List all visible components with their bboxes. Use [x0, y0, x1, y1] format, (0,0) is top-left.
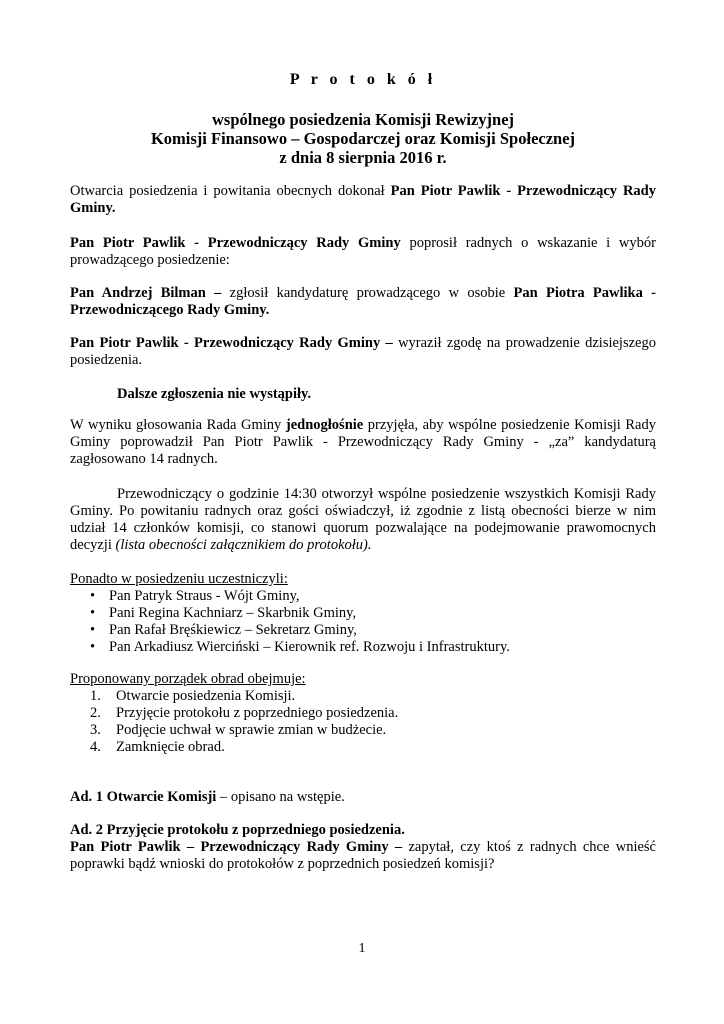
- list-item: [70, 722, 656, 739]
- list-item-text: Zamknięcie obrad.: [116, 739, 225, 755]
- list-item-number: 2.: [90, 705, 101, 721]
- document-heading: [70, 110, 656, 167]
- attendees-heading: Ponadto w posiedzeniu uczestniczyli:: [70, 571, 288, 587]
- paragraph-text: zgłosił kandydaturę prowadzącego w osobie: [221, 285, 514, 301]
- heading-line-1: wspólnego posiedzenia Komisji Rewizyjnej: [211, 110, 515, 129]
- agenda-list: [70, 688, 656, 756]
- paragraph-bold: jednogłośnie: [285, 417, 364, 433]
- bullet-icon: •: [90, 639, 96, 655]
- ad-2-heading: Ad. 2 Przyjęcie protokołu z poprzedniego posiedzenia.: [70, 822, 405, 838]
- paragraph-bold-2: Pan Piotra Pawlika - Przewodniczącego Rady Gminy.: [70, 285, 656, 318]
- paragraph-text: W wyniku głosowania Rada Gminy: [70, 417, 286, 433]
- paragraph-text: zapytał, czy ktoś z radnych chce wnieść poprawki bądź wnioski do protokołów z poprzednich posiedzeń komisji?: [70, 839, 656, 872]
- paragraph-bold: Pan Piotr Pawlik - Przewodniczący Rady Gminy: [70, 235, 401, 251]
- list-item: [70, 622, 656, 639]
- heading-line-2: Komisji Finansowo – Gospodarczej oraz Komisji Społecznej: [150, 129, 576, 148]
- list-item-number: 1.: [90, 688, 101, 704]
- list-item-text: Otwarcie posiedzenia Komisji.: [116, 688, 296, 704]
- paragraph-bold: Pan Piotr Pawlik - Przewodniczący Rady Gminy.: [70, 183, 656, 216]
- paragraph-ad-1: [70, 789, 656, 806]
- paragraph-bold: Pan Piotr Pawlik - Przewodniczący Rady Gminy –: [70, 335, 393, 351]
- paragraph-chair-request: [70, 235, 656, 269]
- list-item-text: Pan Rafał Bręśkiewicz – Sekretarz Gminy,: [109, 622, 357, 638]
- paragraph-session-opening: [70, 486, 656, 554]
- list-item-number: 3.: [90, 722, 101, 738]
- bullet-icon: •: [90, 588, 96, 604]
- paragraph-opening: [70, 183, 656, 217]
- paragraph-text-2: przyjęła, aby wspólne posiedzenie Komisji Rady Gminy poprowadził Pan Piotr Pawlik - Przewodniczący Rady Gminy - „za” kandydaturą zagłosowano 14 radnych.: [70, 417, 656, 467]
- bullet-icon: •: [90, 622, 96, 638]
- bullet-icon: •: [90, 605, 96, 621]
- paragraph-ad-2: [70, 839, 656, 873]
- paragraph-italic: (lista obecności załącznikiem do protokołu).: [115, 537, 372, 553]
- list-item-text: Podjęcie uchwał w sprawie zmian w budżecie.: [116, 722, 387, 738]
- paragraph-bold: Pan Piotr Pawlik – Przewodniczący Rady Gminy –: [70, 839, 403, 855]
- list-item-text: Pan Patryk Straus - Wójt Gminy,: [109, 588, 300, 604]
- paragraph-no-more-nominations: [70, 386, 656, 403]
- page-number: 1: [358, 941, 366, 956]
- paragraph-text: – opisano na wstępie.: [216, 789, 345, 805]
- paragraph-vote-result: [70, 417, 656, 468]
- list-item: [70, 605, 656, 622]
- heading-line-3: z dnia 8 sierpnia 2016 r.: [279, 148, 447, 167]
- list-item-text: Przyjęcie protokołu z poprzedniego posiedzenia.: [116, 705, 399, 721]
- paragraph-bold: Dalsze zgłoszenia nie wystąpiły.: [117, 386, 312, 402]
- paragraph-text: poprosił radnych o wskazanie i wybór prowadzącego posiedzenie:: [70, 235, 656, 268]
- list-item: [70, 688, 656, 705]
- list-item-text: Pan Arkadiusz Wierciński – Kierownik ref. Rozwoju i Infrastruktury.: [109, 639, 510, 655]
- paragraph-text: wyraził zgodę na prowadzenie dzisiejszego posiedzenia.: [70, 335, 656, 368]
- document-title: P r o t o k ó ł: [289, 71, 437, 88]
- list-item: [70, 639, 656, 656]
- list-item: [70, 739, 656, 756]
- paragraph-bold: Pan Andrzej Bilman –: [70, 285, 222, 301]
- list-item-text: Pani Regina Kachniarz – Skarbnik Gminy,: [109, 605, 357, 621]
- paragraph-candidate: [70, 285, 656, 319]
- list-item: [70, 705, 656, 722]
- paragraph-consent: [70, 335, 656, 369]
- paragraph-text: Przewodniczący o godzinie 14:30 otworzył wspólne posiedzenie wszystkich Komisji Rady Gminy. Po powitaniu radnych oraz gości oświadczył, iż zgodnie z listą obecności bierze w nim udział 14 członków komisji, co stanowi quorum pozwalające na podejmowanie prawomocnych decyzji: [70, 486, 656, 553]
- attendees-list: [70, 588, 656, 656]
- paragraph-bold: Ad. 1 Otwarcie Komisji: [70, 789, 217, 805]
- agenda-heading: Proponowany porządek obrad obejmuje:: [70, 671, 306, 687]
- paragraph-text: Otwarcia posiedzenia i powitania obecnych dokonał: [70, 183, 391, 199]
- list-item: [70, 588, 656, 605]
- list-item-number: 4.: [90, 739, 101, 755]
